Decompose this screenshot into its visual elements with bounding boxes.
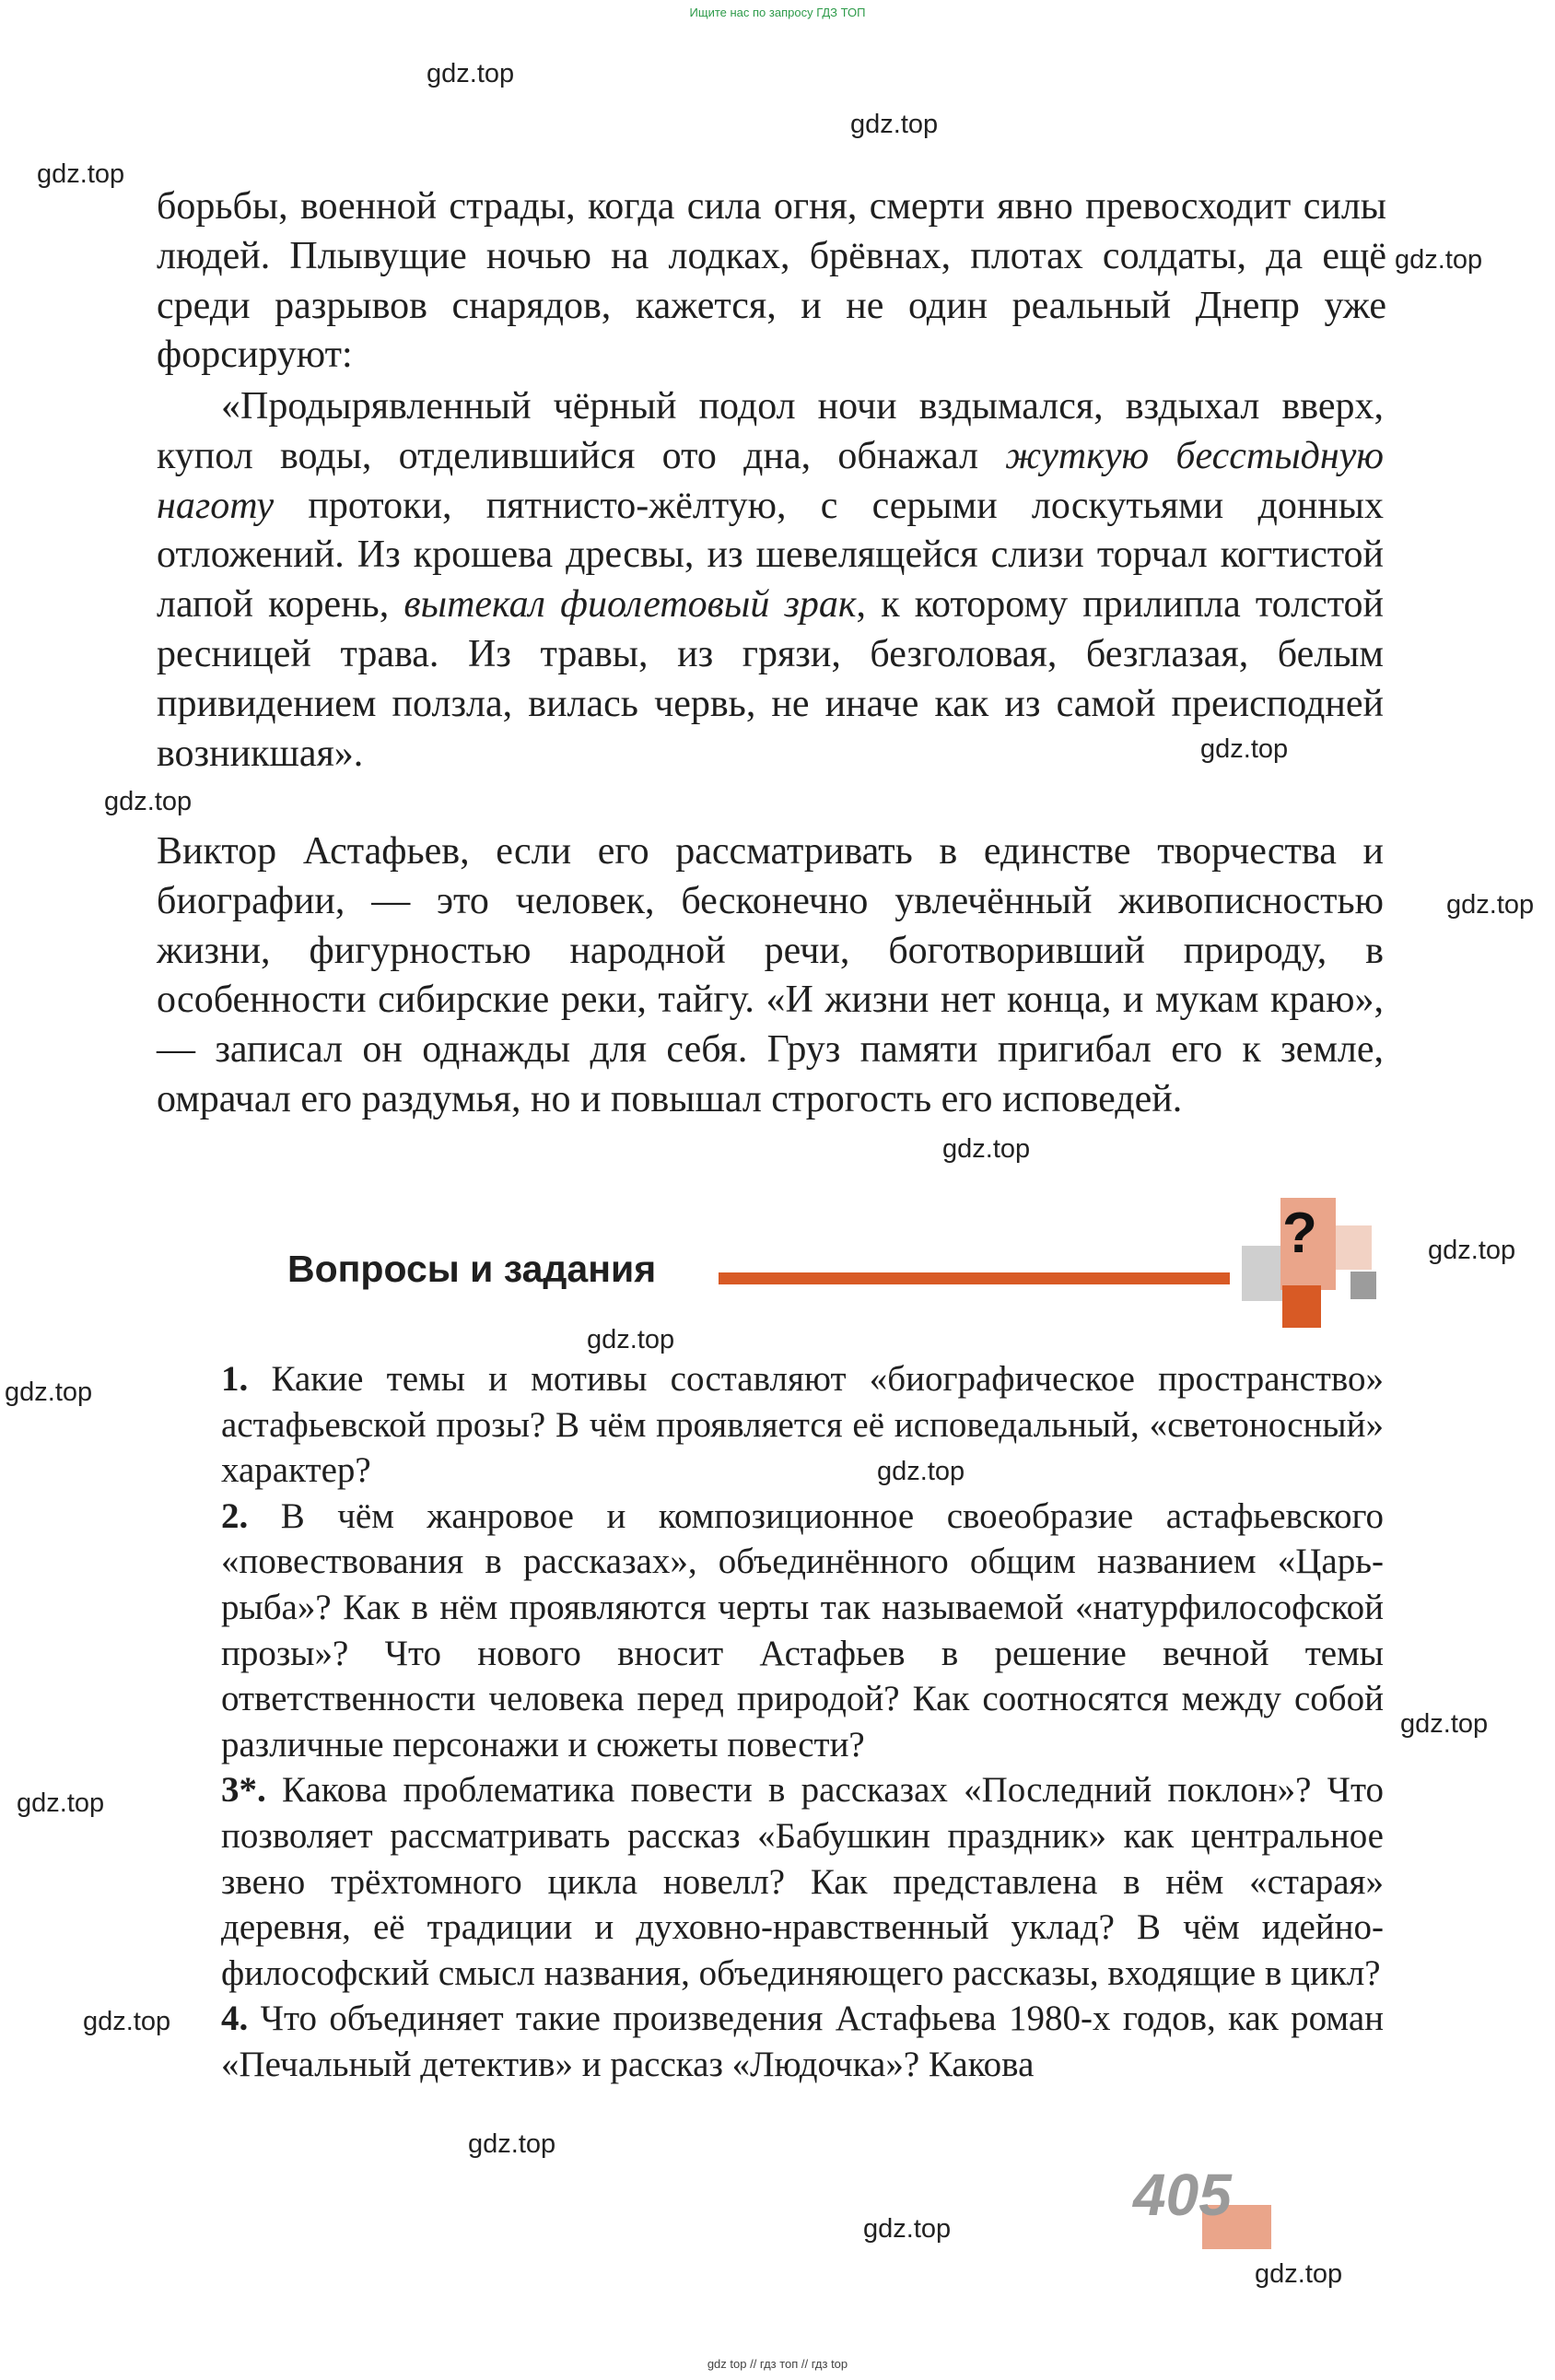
watermark: gdz.top <box>104 787 193 816</box>
section-heading: Вопросы и задания <box>287 1248 657 1290</box>
bottom-banner: gdz top // гдз топ // гдз top <box>707 2357 848 2371</box>
quote-text: , к которому прилипла толстой ресницей трава. Из травы, из грязи, безголовая, безглазая, белым привидением ползла, вилась червь, не иначе как из самой преисподней возникшая». <box>157 583 1385 775</box>
watermark: gdz.top <box>1428 1236 1516 1265</box>
question-text: Какие темы и мотивы составляют «биографическое пространство» астафьевской прозы? В чём проявляется её исповедальный, «светоносный» характер? <box>221 1359 1384 1491</box>
watermark: gdz.top <box>942 1134 1031 1164</box>
watermark: gdz.top <box>587 1325 675 1354</box>
question-number: 3*. <box>221 1770 266 1811</box>
question-mark-icon <box>1242 1198 1389 1331</box>
watermark: gdz.top <box>17 1788 105 1818</box>
watermark: gdz.top <box>1446 890 1535 920</box>
page-number: 405 <box>1133 2162 1232 2228</box>
watermark: gdz.top <box>427 59 515 88</box>
question-number: 1. <box>221 1359 249 1399</box>
top-banner: Ищите нас по запросу ГДЗ ТОП <box>689 6 866 19</box>
question-text: Какова проблематика повести в рассказах «Последний поклон»? Что позволяет рассматривать рассказ «Бабушкин праздник» как центральное звено трёхтомного цикла новелл? Как представлена в нём «старая» деревня, её традиции и духовно-нравственный уклад? В чём идейно-философский смысл названия, объединяющего рассказы, входящие в цикл? <box>221 1770 1385 1993</box>
watermark: gdz.top <box>863 2214 952 2244</box>
watermark: gdz.top <box>1400 1709 1489 1739</box>
watermark: gdz.top <box>5 1378 93 1407</box>
conclusion-paragraph: Виктор Астафьев, если его рассматривать в единстве творчества и биографии, — это человек, бесконечно увлечённый живописностью жизни, фигурностью народной речи, боготворивший природу, в особенности сибирские реки, тайгу. «И жизни нет конца, и мукам краю», — записал он однажды для себя. Груз памяти пригибал его к земле, омрачал его раздумья, но и повышал строгость его исповедей. <box>157 830 1384 1120</box>
heading-rule <box>719 1272 1230 1284</box>
question-mark-glyph: ? <box>1282 1202 1317 1265</box>
question-text: Что объединяет такие произведения Астафьева 1980-х годов, как роман «Печальный детектив» и рассказ «Людочка»? Какова <box>221 1999 1385 2084</box>
question-item <box>221 1356 1384 1494</box>
quote-emphasis: вытекал фиолетовый зрак <box>403 583 857 627</box>
quote-emphasis: жуткую бесстыдную наготу <box>157 434 1384 527</box>
question-text: В чём жанровое и композиционное своеобразие астафьевского «повествования в рассказах», объединённого общим названием «Царь-рыба»? Как в нём проявляются черты так называемой «натурфилософской прозы»? Что нового вносит Астафьев в решение вечной темы ответственности человека перед природой? Как соотносятся между собой различные персонажи и сюжеты повести? <box>221 1495 1384 1764</box>
quote-text: протоки, пятнисто-жёлтую, с серыми лоскутьями донных отложений. Из крошева дресвы, из шевелящейся слизи торчал когтистой лапой корень, <box>157 484 1384 627</box>
watermark: gdz.top <box>1395 245 1483 275</box>
question-number: 2. <box>221 1495 249 1536</box>
watermark: gdz.top <box>877 1457 965 1486</box>
watermark: gdz.top <box>850 110 939 139</box>
quote-paragraph <box>157 382 1384 779</box>
watermark: gdz.top <box>37 159 125 189</box>
watermark: gdz.top <box>83 2007 171 2036</box>
question-item <box>221 1494 1384 1768</box>
question-item <box>221 1996 1384 2087</box>
quote-text: «Продырявленный чёрный подол ночи вздымался, вздыхал вверх, купол воды, отделившийся ото дна, обнажал <box>157 385 1384 477</box>
questions-list <box>221 1356 1384 2088</box>
quote-intro-paragraph: борьбы, военной страды, когда сила огня, смерти явно превосходит силы людей. Плывущие ночью на лодках, брёвнах, плотах солдаты, да ещё среди разрывов снарядов, кажется, и не один реальный Днепр уже форсируют: <box>157 185 1386 377</box>
question-number: 4. <box>221 1999 249 2039</box>
watermark: gdz.top <box>468 2129 556 2159</box>
watermark: gdz.top <box>1255 2259 1343 2289</box>
question-item <box>221 1767 1384 1996</box>
watermark: gdz.top <box>1200 734 1289 764</box>
